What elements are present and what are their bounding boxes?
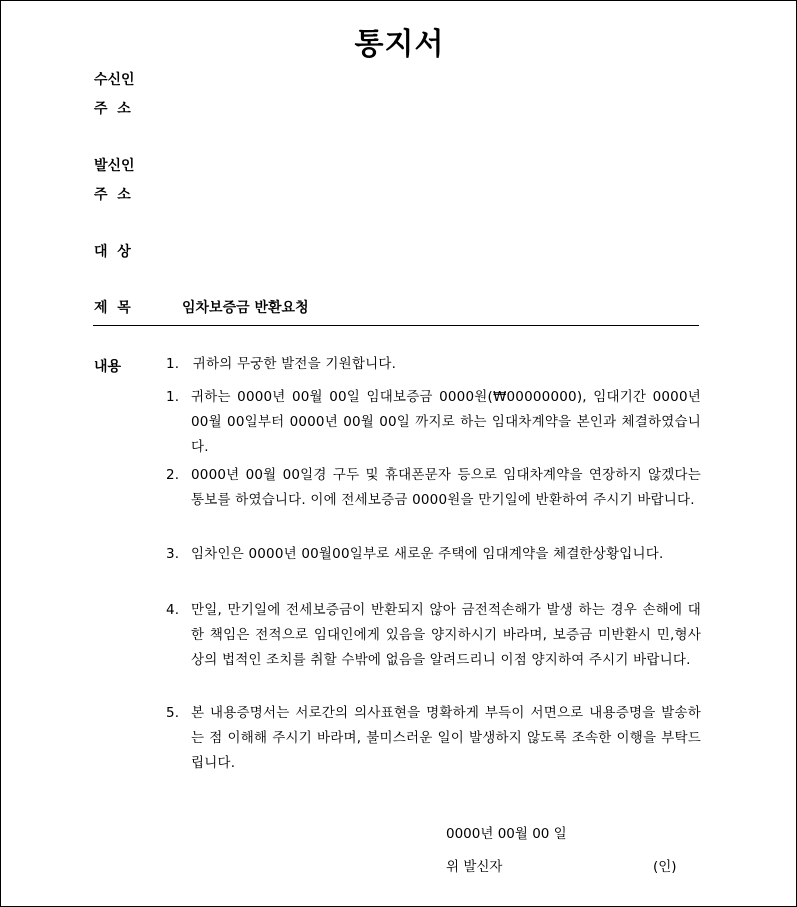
- list-item: [166, 701, 701, 776]
- list-item: [166, 598, 701, 673]
- item-number: 1.: [166, 389, 180, 405]
- list-item: [166, 542, 701, 567]
- item-number: 2.: [166, 467, 180, 483]
- intro-text: 귀하의 무궁한 발전을 기원합니다.: [192, 356, 397, 372]
- sender-label: 발신인: [94, 158, 135, 174]
- intro-line: [166, 352, 396, 377]
- seal-mark: (인): [653, 859, 677, 875]
- document-title: 통지서: [354, 27, 445, 62]
- intro-number: 1.: [166, 356, 180, 372]
- item-number: 5.: [166, 705, 180, 721]
- item-number: 4.: [166, 602, 180, 618]
- item-number: 3.: [166, 546, 180, 562]
- subject-text: 임차보증금 반환요청: [182, 300, 309, 316]
- target-label: 대 상: [94, 244, 131, 260]
- date-line: 0000년 00월 00 일: [446, 826, 567, 842]
- content-label: 내용: [94, 359, 122, 375]
- sender-address-label: 주 소: [94, 187, 131, 203]
- divider-line: [93, 325, 699, 326]
- recipient-label: 수신인: [94, 72, 135, 88]
- item-text: 0000년 00월 00일경 구두 및 휴대폰문자 등으로 임대차계약을 연장하지 않겠다는 통보를 하였습니다. 이에 전세보증금 0000원을 만기일에 반환하여 주시기 바랍니다.: [191, 467, 701, 508]
- list-item: [166, 463, 701, 513]
- list-item: [166, 385, 701, 460]
- item-text: 임차인은 0000년 00월00일부로 새로운 주택에 임대계약을 체결한상황입니다.: [191, 546, 664, 562]
- subject-label: 제 목: [94, 300, 131, 316]
- item-text: 본 내용증명서는 서로간의 의사표현을 명확하게 부득이 서면으로 내용증명을 발송하는 점 이해해 주시기 바라며, 불미스러운 일이 발생하지 않도록 조속한 이행을 부탁드립니다.: [191, 705, 701, 771]
- sender-sign-label: 위 발신자: [446, 859, 503, 875]
- item-text: 만일, 만기일에 전세보증금이 반환되지 않아 금전적손해가 발생 하는 경우 손해에 대한 책임은 전적으로 임대인에게 있음을 양지하시기 바라며, 보증금 미반환시 민,형사상의 법적인 조치를 취할 수밖에 없음을 알려드리니 이점 양지하여 주시기 바랍니다.: [191, 602, 701, 668]
- recipient-address-label: 주 소: [94, 101, 131, 117]
- item-text: 귀하는 0000년 00월 00일 임대보증금 0000원(₩00000000), 임대기간 0000년 00월 00일부터 0000년 00월 00일 까지로 하는 임대차계약을 본인과 체결하였습니다.: [191, 389, 701, 455]
